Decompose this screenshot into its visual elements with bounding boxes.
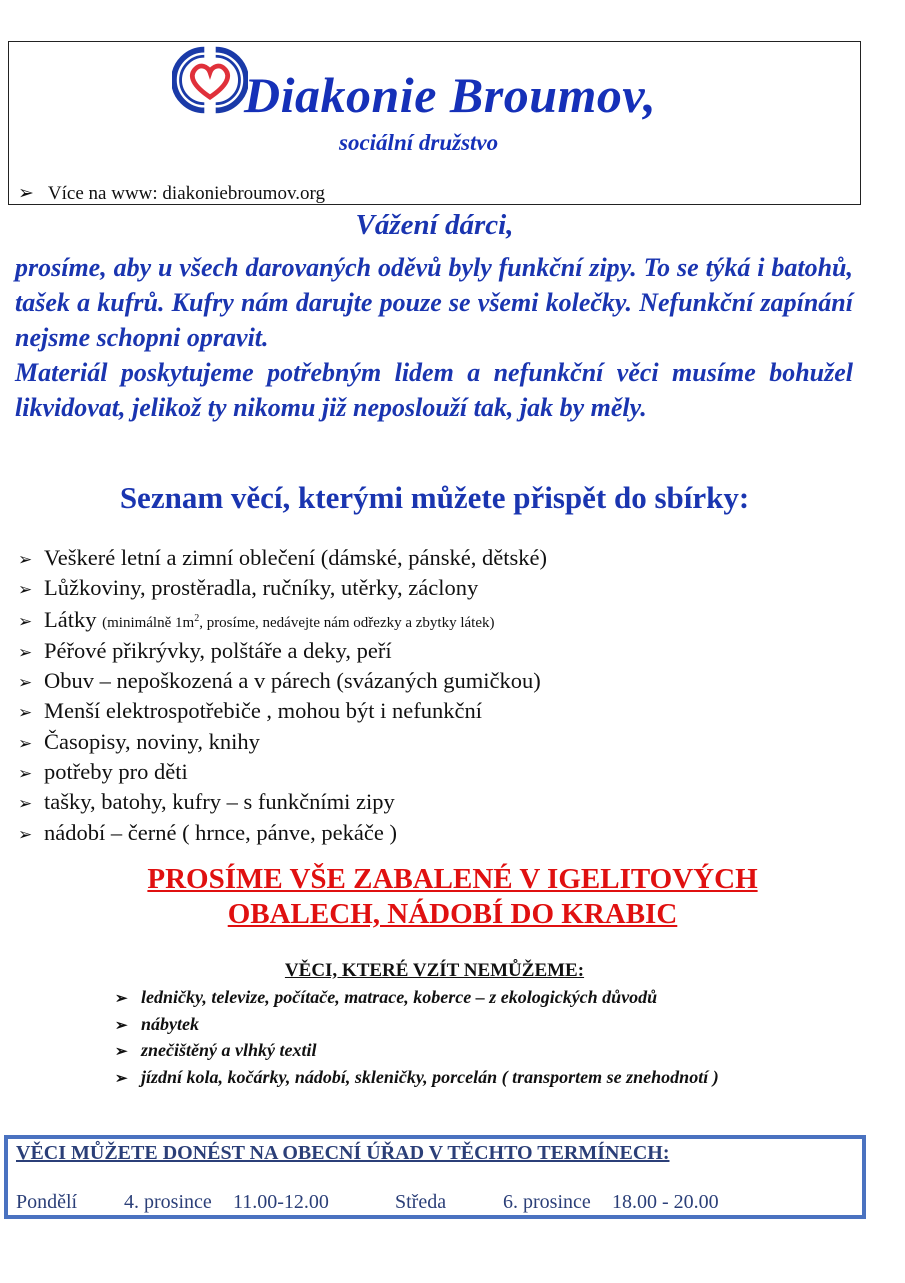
arrow-bullet-icon: ➢ [18, 183, 34, 204]
website-line [18, 182, 325, 205]
arrow-bullet-icon: ➢ [18, 642, 33, 662]
arrow-bullet-icon: ➢ [18, 824, 33, 844]
list-item: ➢ jízdní kola, kočárky, nádobí, skleničky, porcelán ( transportem se znehodnotí ) [115, 1065, 719, 1092]
intro-paragraph: Materiál poskytujeme potřebným lidem a nefunkční věci musíme bohužel likvidovat, jelikož ty nikomu již neposlouží tak, jak by měly. [15, 358, 853, 422]
schedule-date: 4. prosince [124, 1191, 212, 1213]
arrow-bullet-icon: ➢ [115, 991, 128, 1007]
not-accepted-heading: VĚCI, KTERÉ VZÍT NEMŮŽEME: [284, 960, 585, 981]
schedule-time: 11.00-12.00 [233, 1191, 329, 1213]
not-accepted-list [115, 985, 719, 1091]
packaging-notice [0, 862, 905, 932]
list-item: ➢ Veškeré letní a zimní oblečení (dámské, pánské, dětské) [18, 544, 547, 574]
list-item: ➢ Menší elektrospotřebiče , mohou být i nefunkční [18, 697, 547, 727]
arrow-bullet-icon: ➢ [18, 580, 33, 600]
list-item: ➢ tašky, batohy, kufry – s funkčními zipy [18, 788, 547, 818]
brand-subtitle: sociální družstvo [339, 130, 499, 155]
donation-list [18, 544, 547, 849]
list-item: ➢ Obuv – nepoškozená a v párech (svázaných gumičkou) [18, 667, 547, 697]
list-item: ➢ Péřové přikrývky, polštáře a deky, peří [18, 637, 547, 667]
arrow-bullet-icon: ➢ [18, 733, 33, 753]
schedule-day: Pondělí [16, 1191, 78, 1213]
packaging-notice-line: OBALECH, NÁDOBÍ DO KRABIC [227, 898, 678, 930]
arrow-bullet-icon: ➢ [18, 764, 33, 784]
arrow-bullet-icon: ➢ [115, 1017, 128, 1034]
list-item: ➢ nádobí – černé ( hrnce, pánve, pekáče ) [18, 819, 547, 849]
list-item: ➢ potřeby pro děti [18, 758, 547, 788]
website-link[interactable]: Více na www: diakoniebroumov.org [47, 183, 325, 204]
fabric-note: (minimálně $1m^2$, prosíme, nedávejte nám odřezky a zbytky látek) [102, 612, 495, 631]
list-item: ➢ nábytek [115, 1012, 719, 1039]
arrow-bullet-icon: ➢ [18, 673, 33, 693]
schedule-date: 6. prosince [503, 1191, 591, 1213]
arrow-bullet-icon: ➢ [115, 1070, 128, 1087]
schedule-title: VĚCI MŮŽETE DONÉST NA OBECNÍ ÚŘAD V TĚCHTO TERMÍNECH: [16, 1142, 670, 1164]
diakonie-heart-logo-icon [172, 42, 248, 118]
schedule-time: 18.00 - 20.00 [612, 1191, 719, 1213]
packaging-notice-line: PROSÍME VŠE ZABALENÉ V IGELITOVÝCH [147, 863, 758, 895]
list-item: ➢ znečištěný a vlhký textil [115, 1038, 719, 1065]
list-item: ➢ Látky (minimálně $1m^2$, prosíme, nedávejte nám odřezky a zbytky látek) [18, 605, 547, 637]
greeting: Vážení dárci, [355, 209, 514, 241]
intro-paragraph: prosíme, aby u všech darovaných oděvů byly funkční zipy. To se týká i batohů, tašek a kufrů. Kufry nám darujte pouze se všemi kolečky. Nefunkční zapínání nejsme schopni opravit. [15, 253, 853, 352]
list-item: ➢ ledničky, televize, počítače, matrace, koberce – z ekologických důvodů [115, 985, 719, 1012]
arrow-bullet-icon: ➢ [18, 550, 33, 569]
brand-name: Diakonie Broumov, [244, 67, 657, 123]
list-item: ➢ Lůžkoviny, prostěradla, ručníky, utěrky, záclony [18, 574, 547, 604]
list-item: ➢ Časopisy, noviny, knihy [18, 728, 547, 758]
arrow-bullet-icon: ➢ [18, 611, 33, 631]
arrow-bullet-icon: ➢ [18, 794, 33, 814]
arrow-bullet-icon: ➢ [115, 1044, 128, 1060]
intro-text [15, 250, 853, 425]
schedule-day: Středa [395, 1191, 447, 1213]
donation-list-heading: Seznam věcí, kterými můžete přispět do sbírky: [119, 480, 750, 515]
arrow-bullet-icon: ➢ [18, 703, 33, 723]
